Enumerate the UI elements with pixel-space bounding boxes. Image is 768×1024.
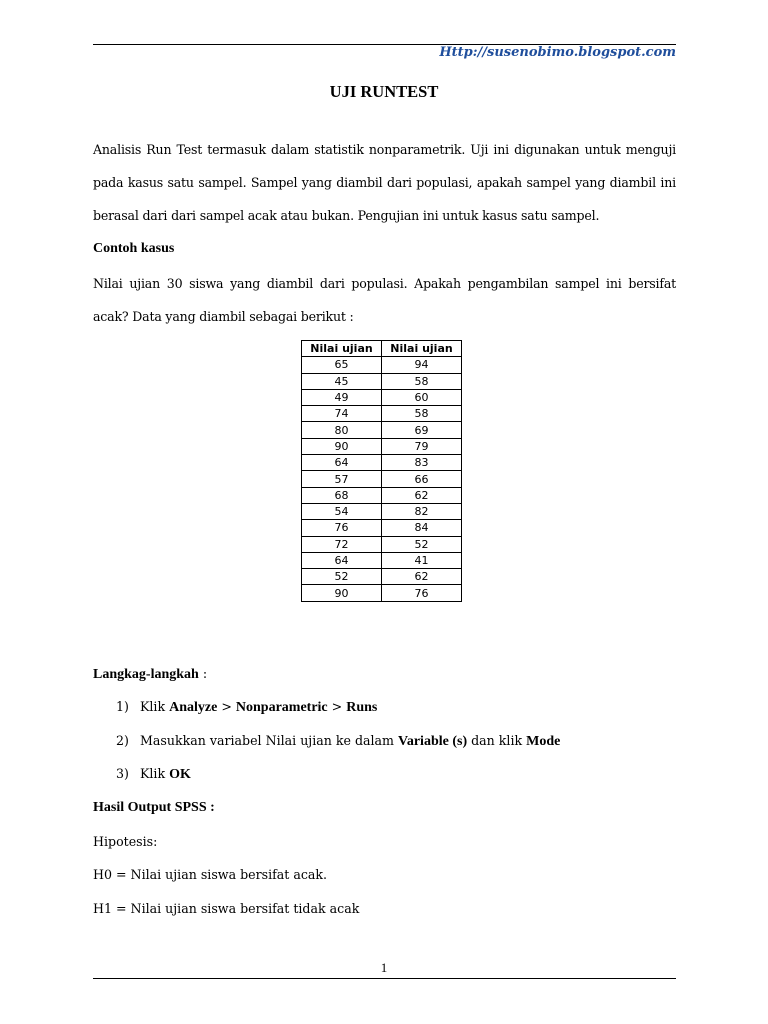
- case-paragraph: [93, 267, 676, 333]
- table-cell: 94: [382, 357, 462, 373]
- table-cell: 76: [382, 585, 462, 601]
- intro-line: pada kasus satu sampel. Sampel yang diambil dari populasi, apakah sampel yang diambil ini: [93, 175, 676, 190]
- step-item: [116, 733, 560, 750]
- table-row: [302, 552, 462, 568]
- step-keyword: Variable (s): [398, 734, 468, 749]
- table-cell: 58: [382, 373, 462, 389]
- step-keyword: OK: [169, 767, 191, 782]
- table-cell: 60: [382, 389, 462, 405]
- table-cell: 49: [302, 389, 382, 405]
- steps-heading: [93, 666, 207, 683]
- table-cell: 65: [302, 357, 382, 373]
- table-row: [302, 585, 462, 601]
- step-text: dan klik: [467, 733, 527, 748]
- table-row: [302, 536, 462, 552]
- step-number: 1): [116, 699, 129, 714]
- table-cell: 90: [302, 438, 382, 454]
- table-row: [302, 373, 462, 389]
- table-row: [302, 438, 462, 454]
- step-text: >: [217, 699, 236, 714]
- table-row: [302, 503, 462, 519]
- steps-heading-text: Langkag-langkah: [93, 667, 199, 682]
- intro-line: berasal dari dari sampel acak atau bukan. Pengujian ini untuk kasus satu sampel.: [93, 208, 600, 223]
- hypothesis-h0: H0 = Nilai ujian siswa bersifat acak.: [93, 867, 328, 882]
- table-header-row: [302, 341, 462, 357]
- table-row: [302, 422, 462, 438]
- step-keyword: Mode: [526, 734, 561, 749]
- table-cell: 57: [302, 471, 382, 487]
- intro-paragraph: [93, 133, 676, 232]
- steps-heading-suffix: :: [198, 666, 208, 681]
- table-cell: 84: [382, 520, 462, 536]
- case-heading: Contoh kasus: [93, 241, 175, 256]
- table-header-cell: Nilai ujian: [302, 341, 382, 357]
- step-keyword: Analyze: [169, 700, 218, 715]
- header-url[interactable]: Http://susenobimo.blogspot.com: [439, 45, 676, 60]
- table-cell: 54: [302, 503, 382, 519]
- page-title: UJI RUNTEST: [329, 82, 439, 101]
- table-cell: 79: [382, 438, 462, 454]
- table-cell: 64: [302, 455, 382, 471]
- table-cell: 83: [382, 455, 462, 471]
- table-cell: 41: [382, 552, 462, 568]
- table-cell: 68: [302, 487, 382, 503]
- table-cell: 64: [302, 552, 382, 568]
- case-line: Nilai ujian 30 siswa yang diambil dari populasi. Apakah pengambilan sampel ini bersifat: [93, 276, 676, 291]
- step-number: 3): [116, 766, 129, 781]
- output-heading: Hasil Output SPSS :: [93, 800, 215, 815]
- intro-line: Analisis Run Test termasuk dalam statistik nonparametrik. Uji ini digunakan untuk menguji: [93, 142, 676, 157]
- table-cell: 80: [302, 422, 382, 438]
- step-text: Klik: [140, 766, 170, 781]
- footer-rule: [93, 978, 676, 979]
- table-row: [302, 389, 462, 405]
- table-header-cell: Nilai ujian: [382, 341, 462, 357]
- step-text: Masukkan variabel Nilai ujian ke dalam: [140, 733, 399, 748]
- table-cell: 82: [382, 503, 462, 519]
- step-item: [116, 766, 191, 783]
- table-cell: 72: [302, 536, 382, 552]
- hypothesis-h1: H1 = Nilai ujian siswa bersifat tidak acak: [93, 901, 360, 916]
- table-cell: 52: [382, 536, 462, 552]
- table-row: [302, 487, 462, 503]
- step-item: [116, 699, 377, 716]
- table-cell: 45: [302, 373, 382, 389]
- table-cell: 74: [302, 406, 382, 422]
- hypothesis-label: Hipotesis:: [93, 834, 158, 849]
- step-number: 2): [116, 733, 129, 748]
- table-row: [302, 406, 462, 422]
- table-cell: 58: [382, 406, 462, 422]
- page-number: 1: [380, 960, 388, 975]
- table-row: [302, 471, 462, 487]
- table-row: [302, 455, 462, 471]
- table-cell: 76: [302, 520, 382, 536]
- table-body: [302, 357, 462, 601]
- table-cell: 66: [382, 471, 462, 487]
- table-cell: 62: [382, 569, 462, 585]
- table-row: [302, 357, 462, 373]
- table-cell: 62: [382, 487, 462, 503]
- step-text: Klik: [140, 699, 170, 714]
- data-table: [301, 340, 462, 602]
- table-cell: 90: [302, 585, 382, 601]
- table-cell: 69: [382, 422, 462, 438]
- table-row: [302, 520, 462, 536]
- step-keyword: Runs: [346, 700, 378, 715]
- case-line: acak? Data yang diambil sebagai berikut :: [93, 309, 354, 324]
- table-row: [302, 569, 462, 585]
- step-text: >: [327, 699, 347, 714]
- table-cell: 52: [302, 569, 382, 585]
- step-keyword: Nonparametric: [235, 700, 328, 715]
